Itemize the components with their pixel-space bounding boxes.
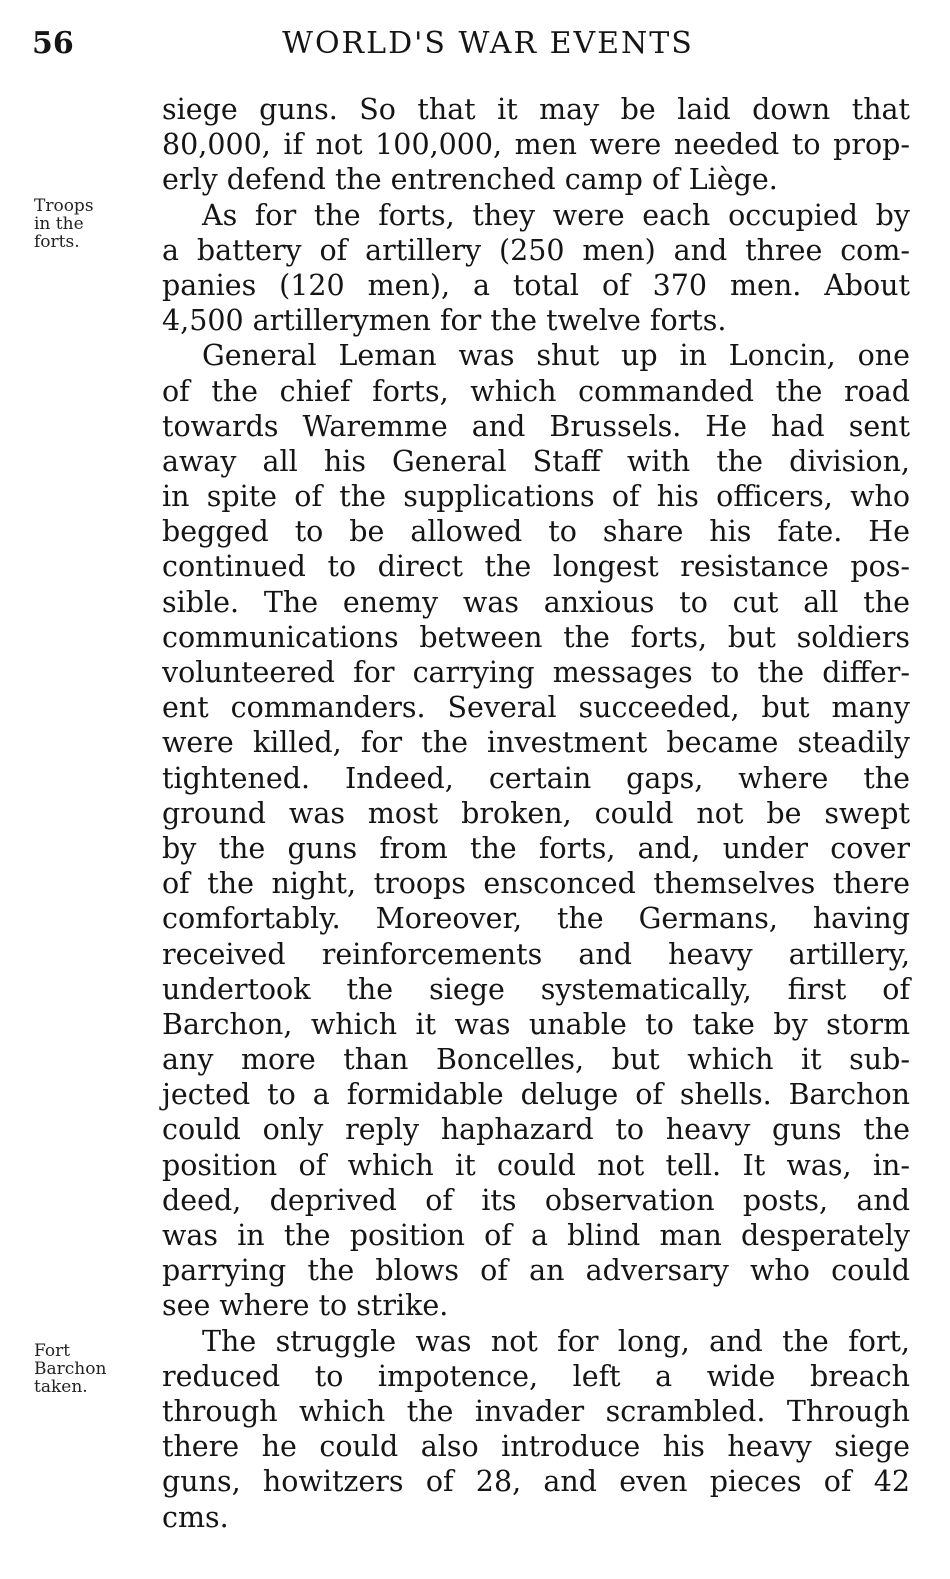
text-line: General Leman was shut up in Loncin, one <box>202 339 910 373</box>
text-line: there he could also introduce his heavy siege <box>162 1430 910 1464</box>
text-line: panies (120 men), a total of 370 men. About <box>162 268 910 302</box>
text-line: volunteered for carrying messages to the differ- <box>162 656 910 689</box>
text-line: by the guns from the forts, and, under cover <box>162 831 910 865</box>
body-text <box>162 92 910 1535</box>
text-line: Barchon, which it was unable to take by storm <box>162 1007 910 1041</box>
page-number: 56 <box>32 26 74 61</box>
text-line: begged to be allowed to share his fate. He <box>162 515 910 549</box>
margin-note-fort-barchon <box>34 1342 152 1396</box>
text-line: comfortably. Moreover, the Germans, having <box>162 902 910 936</box>
text-line: tightened. Indeed, certain gaps, where the <box>162 761 910 795</box>
margin-note-line: in the <box>34 214 84 234</box>
margin-note-troops <box>34 197 152 251</box>
text-line: deed, deprived of its observation posts, and <box>162 1183 910 1217</box>
text-line: ent commanders. Several succeeded, but many <box>162 691 910 725</box>
text-line: erly defend the entrenched camp of Liège. <box>162 163 778 197</box>
text-line: of the night, troops ensconced themselves there <box>162 867 910 901</box>
text-line: communications between the forts, but soldiers <box>162 620 910 654</box>
text-line: siege guns. So that it may be laid down that <box>162 93 910 126</box>
text-line: see where to strike. <box>162 1289 449 1323</box>
text-line: could only reply haphazard to heavy guns the <box>162 1113 910 1147</box>
text-line: guns, howitzers of 28, and even pieces of 42 <box>162 1465 910 1499</box>
text-line: towards Waremme and Brussels. He had sent <box>162 409 910 443</box>
text-line: continued to direct the longest resistance pos- <box>162 550 910 584</box>
text-line: a battery of artillery (250 men) and three com- <box>162 233 910 267</box>
text-line: position of which it could not tell. It was, in- <box>162 1148 910 1182</box>
text-line: any more than Boncelles, but which it sub- <box>162 1043 910 1077</box>
text-line: As for the forts, they were each occupied by <box>202 198 910 232</box>
text-line: ground was most broken, could not be swept <box>162 796 910 830</box>
text-line: reduced to impotence, left a wide breach <box>162 1359 910 1393</box>
margin-note-line: taken. <box>34 1377 88 1397</box>
margin-note-line: forts. <box>34 232 80 252</box>
text-line: were killed, for the investment became steadily <box>162 726 910 760</box>
margin-note-line: Troops <box>34 196 94 216</box>
text-line: in spite of the supplications of his officers, who <box>162 480 910 514</box>
text-line: sible. The enemy was anxious to cut all the <box>162 585 910 619</box>
text-line: 80,000, if not 100,000, men were needed to prop- <box>162 128 910 162</box>
page-header <box>28 26 908 70</box>
margin-note-line: Barchon <box>34 1359 107 1379</box>
text-line: cms. <box>162 1500 229 1534</box>
text-line: was in the position of a blind man desperately <box>162 1219 910 1252</box>
text-line: away all his General Staff with the division, <box>162 444 910 478</box>
text-line: received reinforcements and heavy artillery, <box>162 937 910 971</box>
text-line: through which the invader scrambled. Through <box>162 1394 910 1428</box>
text-line: The struggle was not for long, and the fort, <box>202 1324 910 1358</box>
margin-note-line: Fort <box>34 1341 71 1361</box>
text-line: jected to a formidable deluge of shells. Barchon <box>162 1078 910 1112</box>
text-line: parrying the blows of an adversary who could <box>162 1254 910 1288</box>
running-title: WORLD'S WAR EVENTS <box>282 26 694 61</box>
text-line: 4,500 artillerymen for the twelve forts. <box>162 304 727 338</box>
text-line: undertook the siege systematically, first of <box>162 972 910 1006</box>
text-line: of the chief forts, which commanded the road <box>162 374 910 408</box>
